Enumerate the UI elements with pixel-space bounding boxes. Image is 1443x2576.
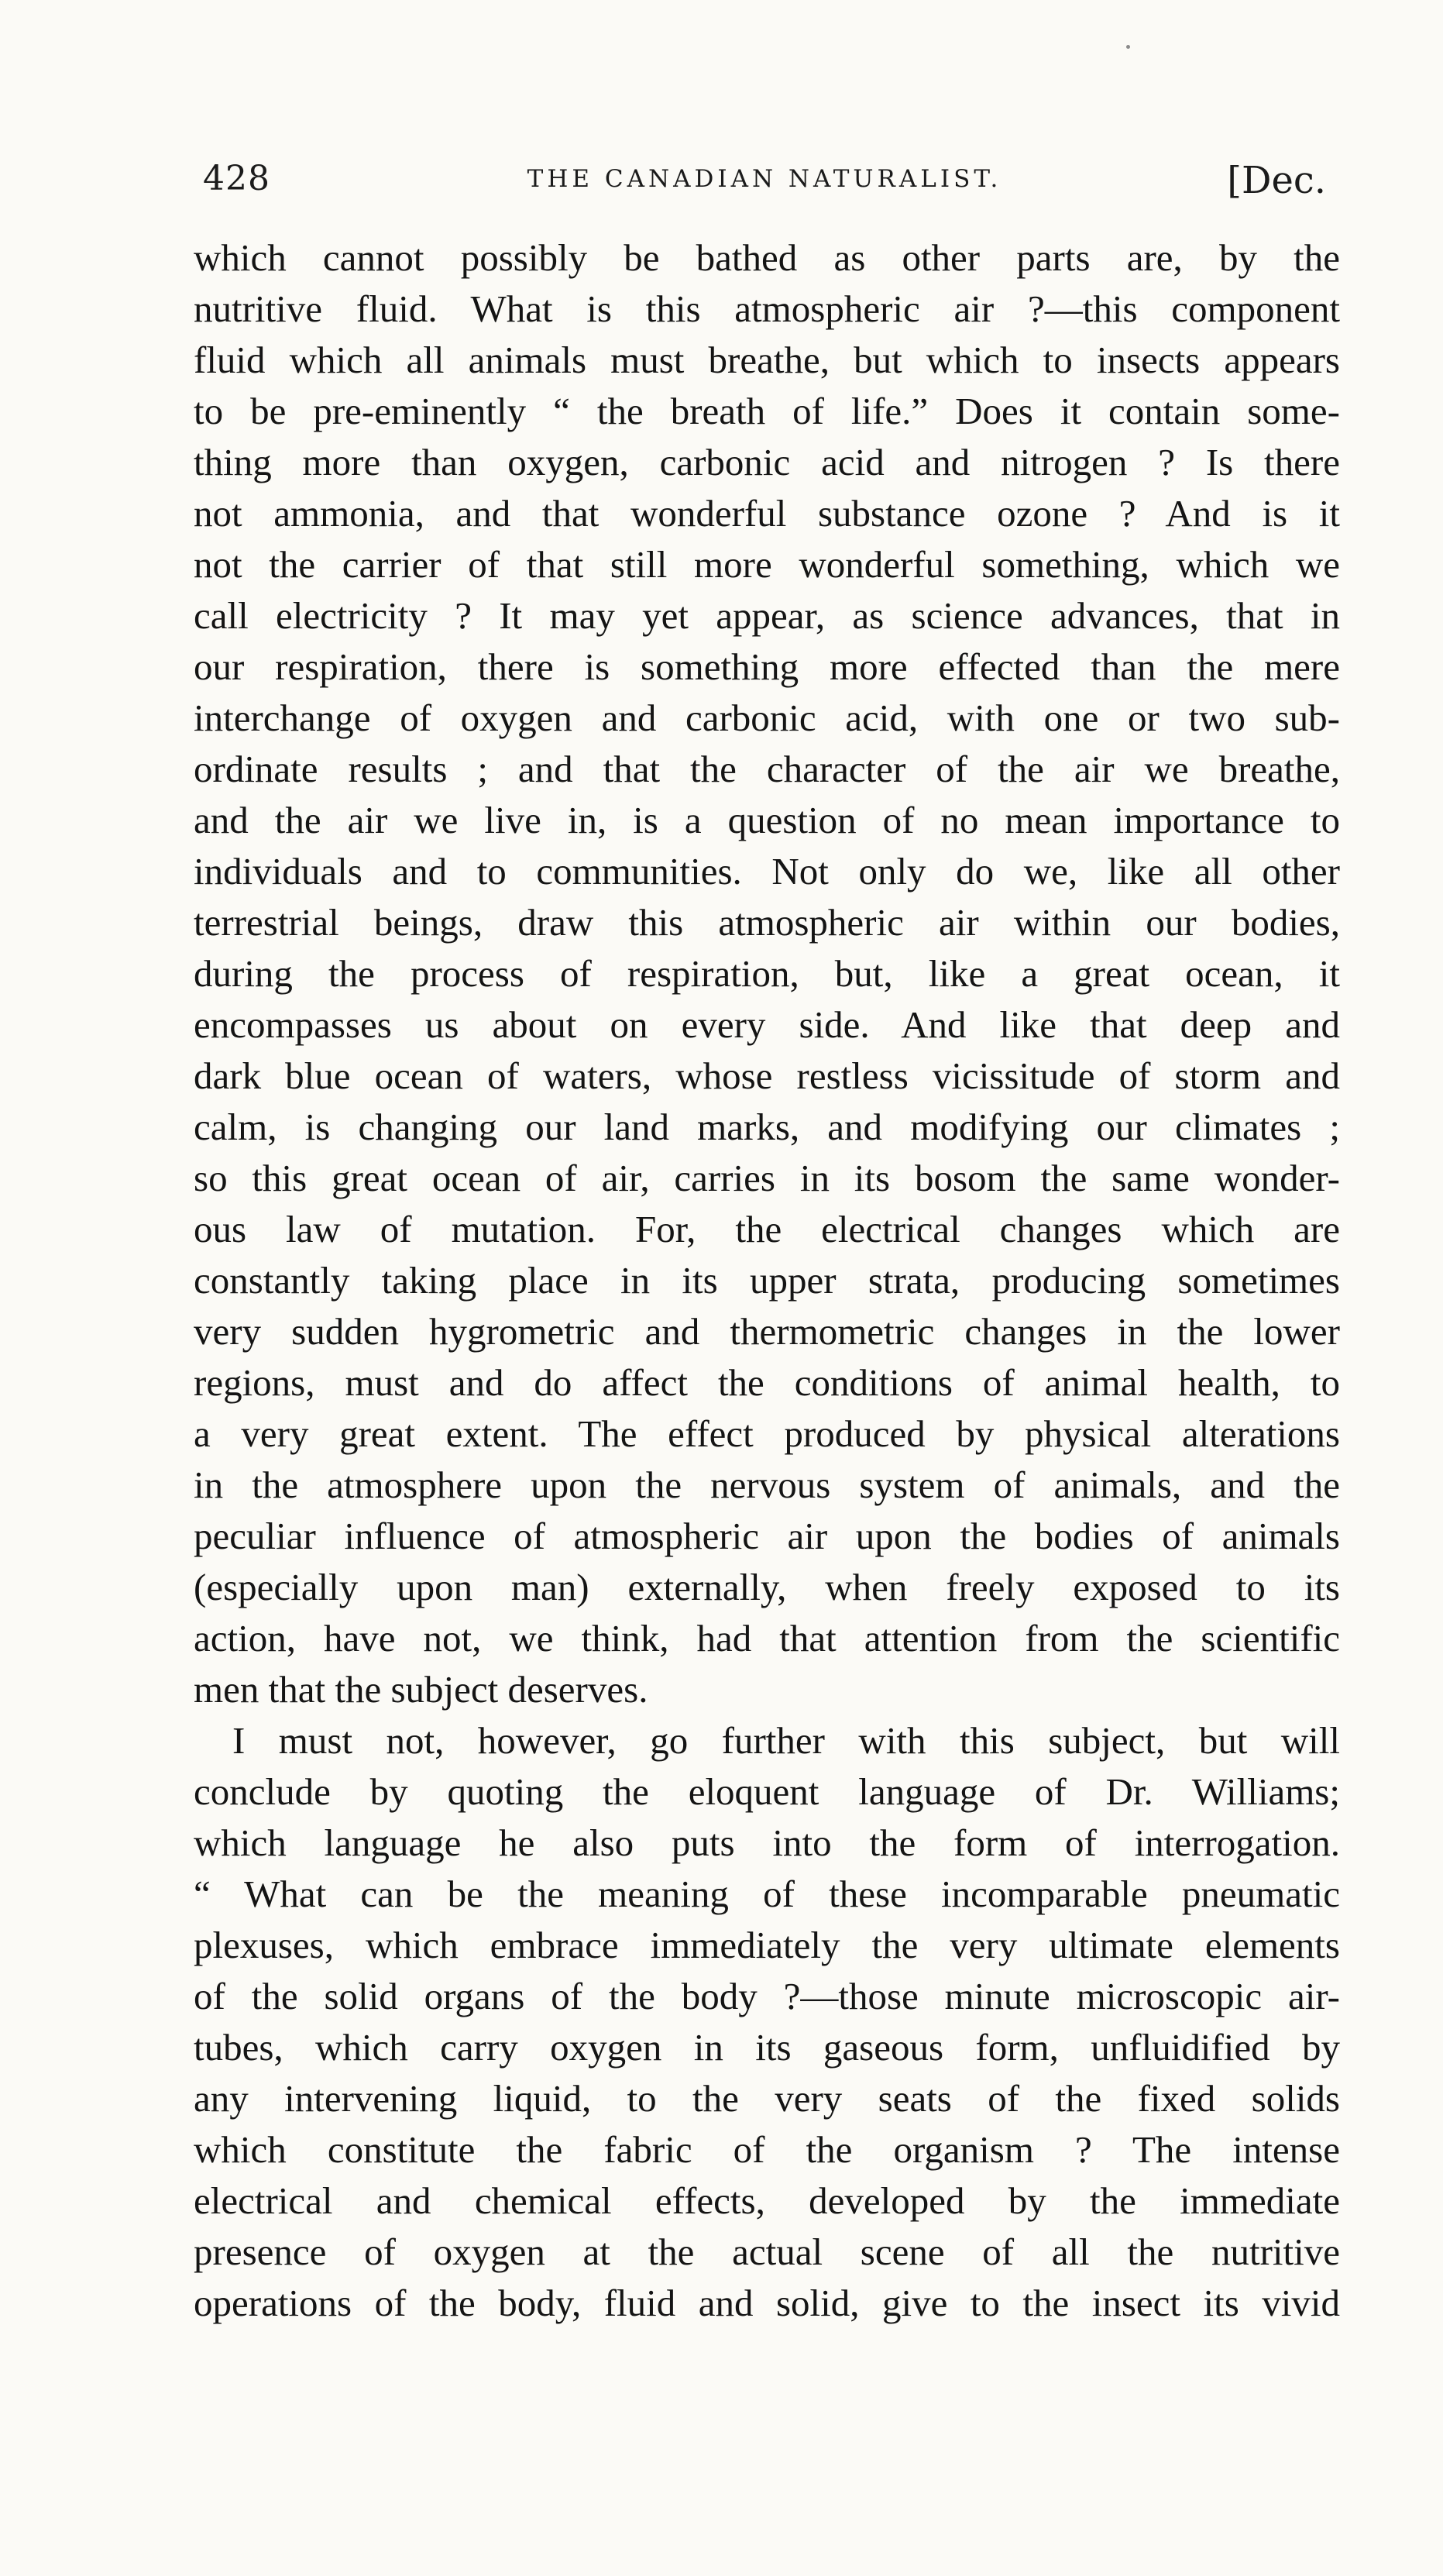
running-title: THE CANADIAN NATURALIST. xyxy=(527,165,1002,193)
text-line: “ What can be the meaning of these incomparable pneumatic xyxy=(194,1873,1340,1915)
text-line: of the solid organs of the body ?—those minute microscopic air- xyxy=(194,1975,1340,2017)
header-month: [Dec. xyxy=(1227,159,1326,202)
text-line: a very great extent. The effect produced by physical alterations xyxy=(194,1412,1340,1455)
running-header xyxy=(203,159,1326,213)
text-line: men that the subject deserves. xyxy=(194,1668,648,1711)
text-line: conclude by quoting the eloquent language of Dr. Williams; xyxy=(194,1770,1340,1813)
text-line: our respiration, there is something more effected than the mere xyxy=(194,645,1340,688)
body-text xyxy=(194,232,1340,2329)
text-line: thing more than oxygen, carbonic acid and nitrogen ? Is there xyxy=(194,441,1340,483)
text-line: which constitute the fabric of the organism ? The intense xyxy=(194,2128,1340,2171)
text-line: I must not, however, go further with this subject, but will xyxy=(232,1719,1340,1762)
text-line: ordinate results ; and that the character of the air we breathe, xyxy=(194,748,1340,790)
text-line: and the air we live in, is a question of no mean importance to xyxy=(194,799,1340,841)
text-line: regions, must and do affect the conditions of animal health, to xyxy=(194,1361,1340,1404)
text-line: electrical and chemical effects, developed by the immediate xyxy=(194,2179,1340,2222)
text-line: which cannot possibly be bathed as other parts are, by the xyxy=(194,236,1340,279)
text-line: very sudden hygrometric and thermometric changes in the lower xyxy=(194,1310,1340,1353)
text-line: (especially upon man) externally, when freely exposed to its xyxy=(194,1566,1340,1608)
page-number: 428 xyxy=(203,159,270,198)
text-line: ous law of mutation. For, the electrical changes which are xyxy=(194,1208,1340,1250)
text-line: plexuses, which embrace immediately the very ultimate elements xyxy=(194,1924,1340,1966)
text-line: in the atmosphere upon the nervous system of animals, and the xyxy=(194,1463,1340,1506)
text-line: encompasses us about on every side. And like that deep and xyxy=(194,1003,1340,1046)
text-line: constantly taking place in its upper strata, producing sometimes xyxy=(194,1259,1340,1302)
text-line: individuals and to communities. Not only do we, like all other xyxy=(194,850,1340,892)
text-line: action, have not, we think, had that attention from the scientific xyxy=(194,1617,1340,1659)
paragraph-2 xyxy=(194,1715,1340,2329)
text-line: so this great ocean of air, carries in its bosom the same wonder- xyxy=(194,1157,1340,1199)
text-line: nutritive fluid. What is this atmospheric air ?—this component xyxy=(194,287,1340,330)
text-line: terrestrial beings, draw this atmospheric air within our bodies, xyxy=(194,901,1340,944)
text-line: presence of oxygen at the actual scene of all the nutritive xyxy=(194,2230,1340,2273)
text-line: dark blue ocean of waters, whose restless vicissitude of storm and xyxy=(194,1054,1340,1097)
text-line: operations of the body, fluid and solid, give to the insect its vivid xyxy=(194,2282,1340,2324)
text-line: to be pre-eminently “ the breath of life.” Does it contain some- xyxy=(194,390,1340,432)
text-line: calm, is changing our land marks, and modifying our climates ; xyxy=(194,1106,1340,1148)
text-line: peculiar influence of atmospheric air upon the bodies of animals xyxy=(194,1515,1340,1557)
text-line: not the carrier of that still more wonderful something, which we xyxy=(194,543,1340,586)
text-line: which language he also puts into the form of interrogation. xyxy=(194,1821,1340,1864)
text-line: call electricity ? It may yet appear, as science advances, that in xyxy=(194,594,1340,637)
print-speck xyxy=(1126,45,1130,49)
text-line: any intervening liquid, to the very seats of the fixed solids xyxy=(194,2077,1340,2120)
text-line: fluid which all animals must breathe, but which to insects appears xyxy=(194,339,1340,381)
paragraph-1 xyxy=(194,232,1340,1715)
text-line: not ammonia, and that wonderful substance ozone ? And is it xyxy=(194,492,1340,535)
text-line: interchange of oxygen and carbonic acid, with one or two sub- xyxy=(194,696,1340,739)
text-line: during the process of respiration, but, like a great ocean, it xyxy=(194,952,1340,995)
text-line: tubes, which carry oxygen in its gaseous form, unfluidified by xyxy=(194,2026,1340,2069)
